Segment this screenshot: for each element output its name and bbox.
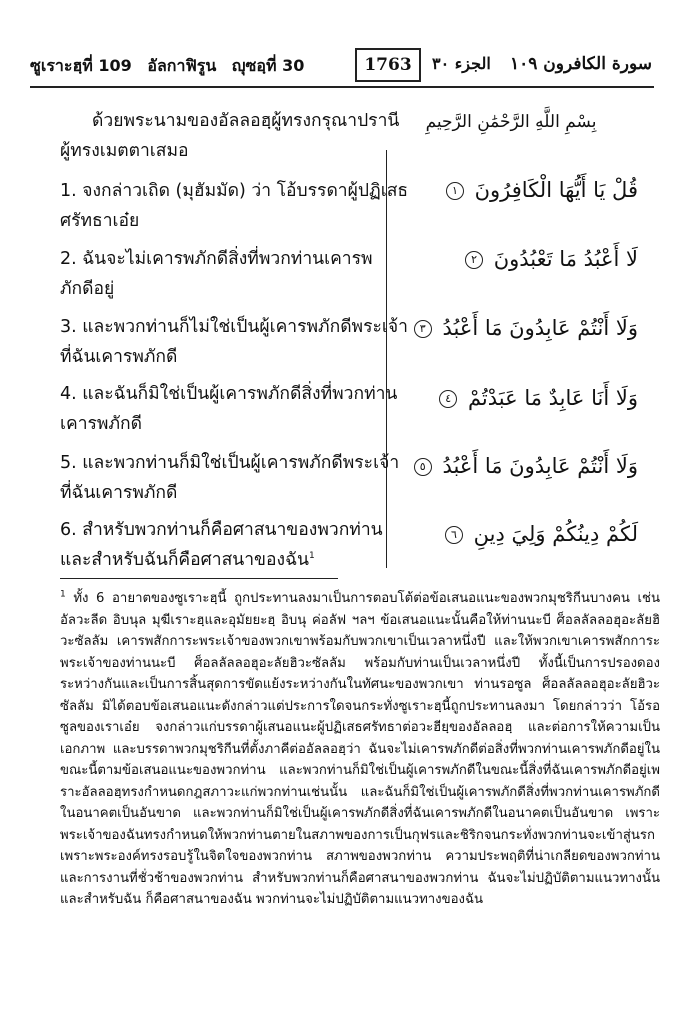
verse-1-arabic (446, 178, 638, 202)
verse-thai-line1: 1. จงกล่าวเถิด (มุฮัมมัด) ว่า โอ้บรรดาผู้ปฏิเสธ (60, 181, 409, 201)
verse-5-arabic (414, 454, 638, 478)
verse-2-translation (60, 244, 380, 304)
verse-arabic-text: وَلَا أَنَا عَابِدٌ مَا عَبَدْتُمْ (467, 386, 638, 410)
verse-5-translation (60, 448, 400, 508)
verse-4-translation (60, 379, 398, 439)
verse-arabic-text: وَلَا أَنْتُمْ عَابِدُونَ مَا أَعْبُدُ (442, 454, 638, 478)
verse-arabic-text: قُلْ يَا أَيُّهَا الْكَافِرُونَ (474, 178, 638, 202)
verse-6-arabic (445, 522, 638, 546)
verse-6-translation (60, 515, 383, 575)
verse-number-marker: ٢ (465, 251, 483, 269)
verse-number-marker: ٥ (414, 458, 432, 476)
verse-thai-line2: เคารพภักดี (60, 414, 142, 434)
header-thai-info (30, 54, 314, 79)
verse-1-translation (60, 176, 409, 236)
verse-number-marker: ١ (446, 182, 464, 200)
juz-arabic: الجزء ٣٠ (432, 54, 491, 73)
juz-thai: ญุซอฺที่ 30 (231, 56, 305, 75)
bismillah-thai-line2: ผู้ทรงเมตตาเสมอ (60, 141, 189, 161)
verse-thai-line2: ที่ฉันเคารพภักดี (60, 347, 178, 367)
footnote-number: 1 (60, 589, 66, 600)
surah-number-thai: ซูเราะฮฺที่ 109 (30, 56, 132, 75)
verse-number-marker: ٦ (445, 526, 463, 544)
bismillah-thai-line1: ด้วยพระนามของอัลลอฮฺผู้ทรงกรุณาปรานี (92, 111, 400, 131)
verse-number-marker: ٣ (414, 320, 432, 338)
verse-thai-line1: 6. สำหรับพวกท่านก็คือศาสนาของพวกท่าน (60, 520, 383, 540)
surah-name-thai: อัลกาฟิรูน (147, 56, 217, 75)
page-header (30, 44, 654, 88)
surah-title-arabic: سورة الكافرون ١٠٩ (509, 54, 652, 74)
bismillah-translation (60, 106, 400, 166)
verse-thai-line2: ที่ฉันเคารพภักดี (60, 483, 178, 503)
verse-arabic-text: وَلَا أَنْتُمْ عَابِدُونَ مَا أَعْبُدُ (442, 316, 638, 340)
verse-thai-line2: ศรัทธาเอ๋ย (60, 211, 140, 231)
footnote-divider (60, 578, 338, 579)
verse-arabic-text: لَا أَعْبُدُ مَا تَعْبُدُونَ (493, 247, 638, 271)
verse-thai-line1: 4. และฉันก็มิใช่เป็นผู้เคารพภักดีสิ่งที่พวกท่าน (60, 384, 398, 404)
footnote-text: ทั้ง 6 อายาตของซูเราะฮฺนี้ ถูกประทานลงมาเป็นการตอบโต้ต่อข้อเสนอแนะของพวกมุชริกีนบางคน เช่น อัลวะลีด อิบนุล มุฆีเราะฮฺและอุมัยยะฮฺ อิบนุ ค่อลัฟ ฯลฯ ข้อเสนอแนะนั้นคือให้ท่านนะบี ศ็อลลัลลอฮุอะลัยฮิวะซัลลัม เคารพสักการะพระเจ้าของพวกเขาพร้อมกับพวกเขาเป็นเวลาหนึ่งปี และให้พวกเขาเคารพสักการะพระเจ้าของท่านนะบี ศ็อลลัลลอฮุอะลัยฮิวะซัลลัม พร้อมกับท่านเป็นเวลาหนึ่งปี ทั้งนี้เป็นการปรองดองระหว่างกันและเป็นการสิ้นสุดการขัดแย้งระหว่างกันในทัศนะของพวกเขา ท่านรอซูล ศ็อลลัลลอฮุอะลัยฮิวะซัลลัม มิได้ตอบข้อเสนอแนะดังกล่าวแต่ประการใดจนกระทั่งซูเราะฮฺนี้ถูกประทานลงมา โดยกล่าวว่า โอ้รอซูลของเราเอ๋ย จงกล่าวแก่บรรดาผู้เสนอแนะผู้ปฏิเสธศรัทธาต่อวะฮียฺของอัลลอฮฺ และต่อการให้ความเป็นเอกภาพ และบรรดาพวกมุชริกีนที่ตั้งภาคีต่ออัลลอฮฺว่า ฉันจะไม่เคารพภักดีต่อสิ่งที่พวกท่านเคารพภักดีอยู่ในขณะนี้ตามข้อเสนอแนะของพวกท่าน และพวกท่านก็มิใช่เป็นผู้เคารพภักดีในขณะนี้สิ่งที่ฉันเคารพภักดีอยู่เพราะอัลลอฮฺทรงกำหนดกฎสภาวะแก่พวกท่านเช่นนั้น และฉันก็มิใช่เป็นผู้เคารพภักดีสิ่งที่พวกท่านเคารพภักดีในอนาคตเป็นอันขาด และพวกท่านก็มิใช่เป็นผู้เคารพภักดีสิ่งที่ฉันเคารพภักดีในอนาคตเป็นอันขาด เพราะพระเจ้าของฉันทรงกำหนดให้พวกท่านตายในสภาพของการเป็นกุฟรและชิริกจนกระทั่งพวกท่านจะเข้าสู่นรก เพราะพระองค์ทรงรอบรู้ในจิตใจของพวกท่าน สภาพของพวกท่าน ความประพฤติที่น่าเกลียดของพวกท่าน และการงานที่ชั่วช้าของพวกท่าน สำหรับพวกท่านก็คือศาสนาของพวกท่าน ฉันจะไม่ปฏิบัติตามแนวทางนั้น และสำหรับฉัน ก็คือศาสนาของฉัน พวกท่านจะไม่ปฏิบัติตามแนวทางของฉัน (60, 591, 660, 907)
verse-thai-line1: 5. และพวกท่านก็มิใช่เป็นผู้เคารพภักดีพระเจ้า (60, 453, 400, 473)
footnote-reference[interactable]: 1 (308, 551, 315, 562)
verse-2-arabic (465, 247, 638, 271)
verse-3-translation (60, 312, 408, 372)
page-number: 1763 (355, 48, 421, 82)
verse-4-arabic (439, 386, 638, 410)
verse-arabic-text: لَكُمْ دِينُكُمْ وَلِيَ دِينِ (473, 522, 638, 546)
verse-thai-line2: ภักดีอยู่ (60, 279, 115, 299)
verse-3-arabic (414, 316, 638, 340)
verse-6-thai-line2 (60, 545, 380, 575)
footnote (60, 588, 660, 911)
verse-thai-line2: และสำหรับฉันก็คือศาสนาของฉัน (60, 550, 309, 570)
verse-thai-line1: 2. ฉันจะไม่เคารพภักดีสิ่งที่พวกท่านเคารพ (60, 249, 373, 269)
verse-thai-line1: 3. และพวกท่านก็ไม่ใช่เป็นผู้เคารพภักดีพระเจ้า (60, 317, 408, 337)
bismillah-arabic: بِسْمِ اللَّهِ الرَّحْمَٰنِ الرَّحِيمِ (425, 112, 597, 132)
verse-number-marker: ٤ (439, 390, 457, 408)
column-divider (386, 150, 387, 568)
